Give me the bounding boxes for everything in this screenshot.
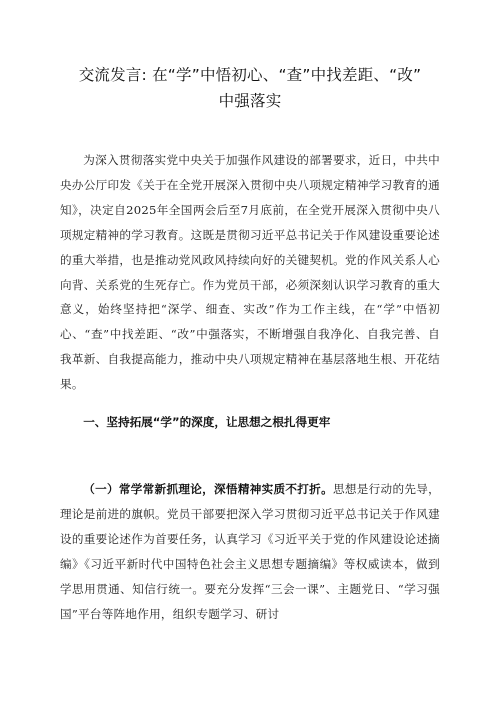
intro-paragraph: 为深入贯彻落实党中央关于加强作风建设的部署要求，近日，中共中央办公厅印发《关于在全党开展深入贯彻中央八项规定精神学习教育的通知》，决定自2025年全国两会后至7月底前，在全党开展深入贯彻中央八项规定精神的学习教育。这既是贯彻习近平总书记关于作风建设重要论述的重大举措，也是推动党风政风持续向好的关键契机。党的作风关系人心向背、关系党的生死存亡。作为党员干部，必须深刻认识学习教育的重大意义，始终坚持把“深学、细查、实改”作为工作主线，在“学”中悟初心、“查”中找差距、“改”中强落实，不断增强自我净化、自我完善、自我革新、自我提高能力，推动中央八项规定精神在基层落地生根、开花结果。 bbox=[60, 153, 440, 392]
section-heading-1: 一、坚持拓展“学”的深度，让思想之根扎得更牢 bbox=[83, 415, 331, 429]
subsection-heading-1: （一）常学常新抓理论，深悟精神实质不打折。 bbox=[83, 482, 333, 496]
title-line-2: 中强落实 bbox=[218, 92, 282, 110]
subsection-paragraph-1 bbox=[60, 477, 440, 626]
subsection-body-1: 思想是行动的先导，理论是前进的旗帜。党员干部要把深入学习贯彻习近平总书记关于作风建设的重要论述作为首要任务，认真学习《习近平关于党的作风建设论述摘编》《习近平新时代中国特色社会主义思想专题摘编》等权威读本，做到学思用贯通、知信行统一。要充分发挥“三会一课”、主题党日、“学习强国”平台等阵地作用，组织专题学习、研讨 bbox=[60, 482, 440, 621]
title-line-1: 交流发言: 在“学”中悟初心、“查”中找差距、“改” bbox=[78, 66, 422, 84]
document-title bbox=[60, 62, 440, 114]
